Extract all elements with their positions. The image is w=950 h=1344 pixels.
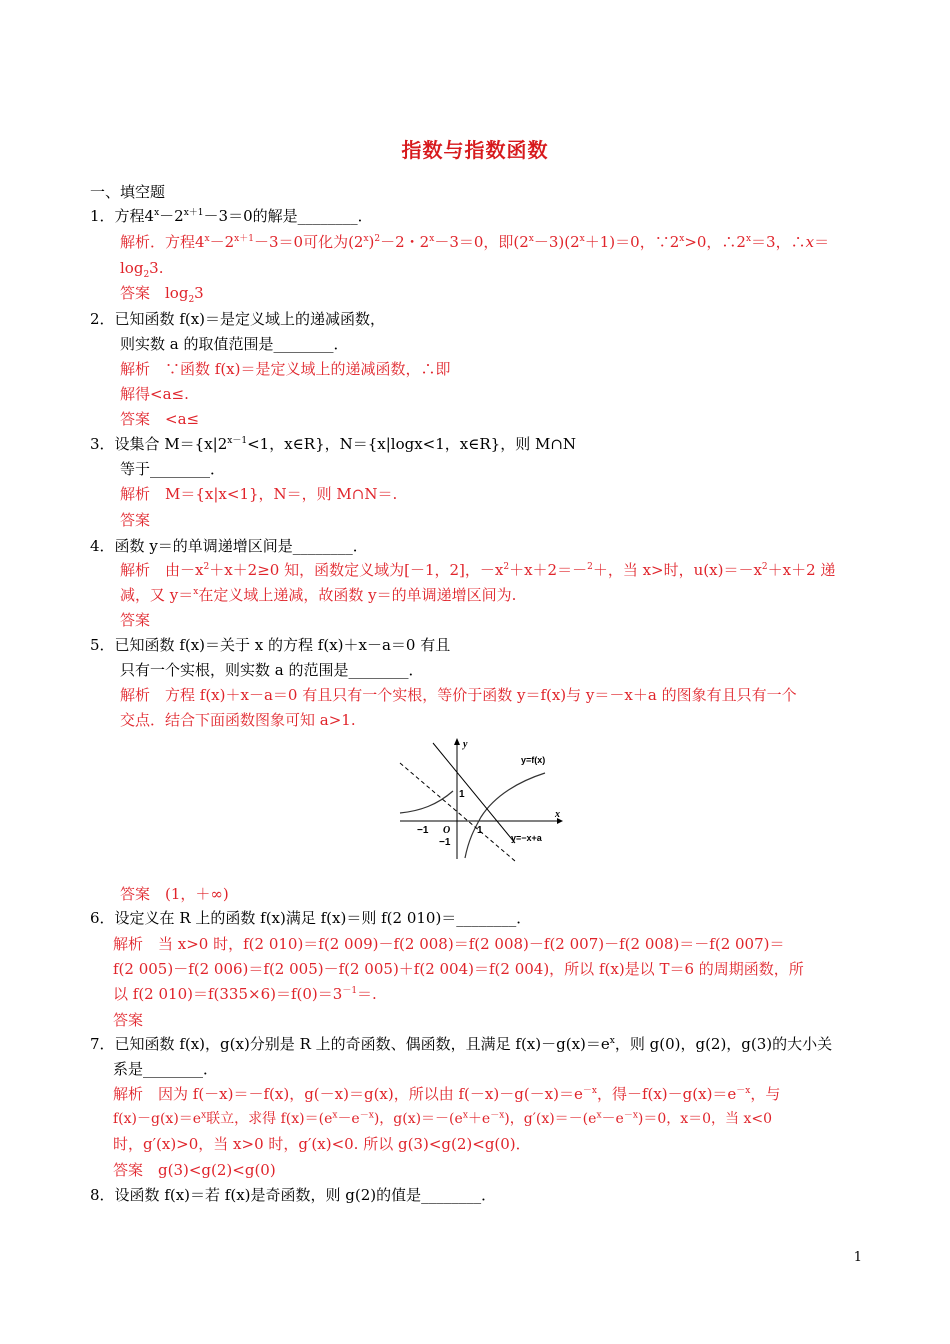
question-1-stem: 1．方程$4^x-2^{x+1}-3=0$的解是________．	[90, 207, 373, 225]
y-axis-label: y	[463, 739, 468, 750]
x-axis-label: x	[555, 809, 560, 820]
question-5-answer: 答案 (1，＋∞)	[120, 885, 229, 903]
section-heading: 一、填空题	[90, 183, 166, 201]
question-4-analysis-cont: 减，又 y＝$^x$在定义域上递减，故函数 y＝的单调递增区间为.	[120, 586, 517, 604]
page-number: 1	[853, 1250, 862, 1265]
question-7-answer: 答案 g(3)<g(2)<g(0)	[113, 1161, 276, 1179]
line-label: y=−x+a	[511, 833, 542, 843]
question-2-stem: 2．已知函数 f(x)＝是定义域上的递减函数，	[90, 310, 386, 328]
x-tick-1: 1	[477, 825, 483, 836]
question-3-analysis: 解析 M＝{x|x<1}，N＝，则 M∩N＝.	[120, 485, 398, 503]
x-tick-neg1: −1	[417, 825, 429, 836]
curve-label: y=f(x)	[521, 755, 546, 765]
question-2-answer: 答案 <a≤	[120, 410, 200, 428]
y-axis-arrow-icon	[454, 738, 460, 745]
question-6-answer: 答案	[113, 1011, 144, 1029]
question-2-analysis-cont: 解得<a≤.	[120, 385, 189, 403]
y-tick-1: 1	[459, 789, 465, 800]
question-5-stem: 5．已知函数 f(x)＝关于 x 的方程 f(x)＋x－a＝0 有且	[90, 636, 451, 654]
question-4-analysis: 解析 由$-x^2+x+2\ge 0$ 知，函数定义域为[－1，2]，$-x^2+x+2=-^2+$，当 x>时，$u(x)=-x^2+x+2$ 递	[120, 561, 836, 579]
question-6-stem: 6．设定义在 R 上的函数 f(x)满足 f(x)＝则 f(2 010)＝________．	[90, 909, 532, 927]
curve-right-branch	[465, 773, 545, 858]
y-tick-neg1: −1	[439, 837, 451, 848]
question-7-stem: 7．已知函数 f(x)，g(x)分别是 R 上的奇函数、偶函数，且满足 $f(x)-g(x)=e^x$，则 g(0)，g(2)，g(3)的大小关	[90, 1035, 833, 1053]
origin-label: O	[443, 825, 451, 836]
question-2-stem-cont: 则实数 a 的取值范围是________．	[120, 335, 349, 353]
question-5-stem-cont: 只有一个实根，则实数 a 的范围是________．	[120, 661, 424, 679]
question-4-stem: 4．函数 y＝的单调递增区间是________．	[90, 537, 368, 555]
question-3-stem-cont: 等于________．	[120, 460, 226, 478]
question-1-answer: 答案 $\log_23$	[120, 284, 204, 305]
question-1-analysis-cont: $\log_23$.	[120, 259, 164, 280]
question-7-analysis-cont2: 时，g′(x)>0，当 x>0 时，g′(x)<0. 所以 g(3)<g(2)<g(0)．	[113, 1135, 531, 1153]
question-1-analysis: 解析．方程$4^x-2^{x+1}-3=0$可化为$(2^x)^2-2$・$2^x-3=0$，即$(2^x-3)(2^x+1)=0$，$\because 2^x>0$，$\therefore 2^x=3$，∴x＝	[120, 233, 830, 251]
question-6-analysis-cont2: 以 f(2 $010)=f(335\times 6)=f(0)=3^{-1}=$.	[113, 985, 377, 1003]
question-7-analysis-cont: $f(x)-g(x)=e^x$联立，求得 $f(x)=(e^x-e^{-x})$，$g(x)=-(e^x+e^{-x})$，$g'(x)=-(e^x-e^{-x})=0$，x＝0，当 x<0	[113, 1110, 773, 1127]
question-8-stem: 8．设函数 f(x)＝若 f(x)是奇函数，则 g(2)的值是________．	[90, 1186, 497, 1204]
question-2-analysis: 解析 ∵函数 f(x)＝是定义域上的递减函数，∴即	[120, 360, 451, 378]
question-7-analysis: 解析 因为 f(－x)＝－f(x)，g(－x)＝g(x)，所以由 $f(-x)-g(-x)=e^{-x}$，得$-f(x)-g(x)=e^{-x}$，与	[113, 1085, 781, 1103]
question-5-analysis-cont: 交点．结合下面函数图象可知 a>1.	[120, 711, 356, 729]
question-4-answer: 答案	[120, 611, 151, 629]
function-graph	[395, 733, 565, 863]
question-3-stem: 3．设集合 $M=\{x|2^{x-1}<1$，x∈R}，N＝{x|logx<1，x∈R}，则 M∩N	[90, 435, 577, 453]
question-3-answer: 答案	[120, 511, 151, 529]
question-7-stem-cont: 系是________．	[113, 1060, 219, 1078]
page-title: 指数与指数函数	[401, 138, 549, 162]
question-6-analysis: 解析 当 x>0 时，f(2 010)＝f(2 009)－f(2 008)＝f(2 008)－f(2 007)－f(2 008)＝－f(2 007)＝	[113, 935, 785, 953]
question-6-analysis-cont: f(2 005)－f(2 006)＝f(2 005)－f(2 005)＋f(2 004)＝f(2 004)，所以 f(x)是以 T＝6 的周期函数，所	[113, 960, 804, 978]
question-5-analysis: 解析 方程 f(x)＋x－a＝0 有且只有一个实根，等价于函数 y＝f(x)与 y＝－x＋a 的图象有且只有一个	[120, 686, 797, 704]
